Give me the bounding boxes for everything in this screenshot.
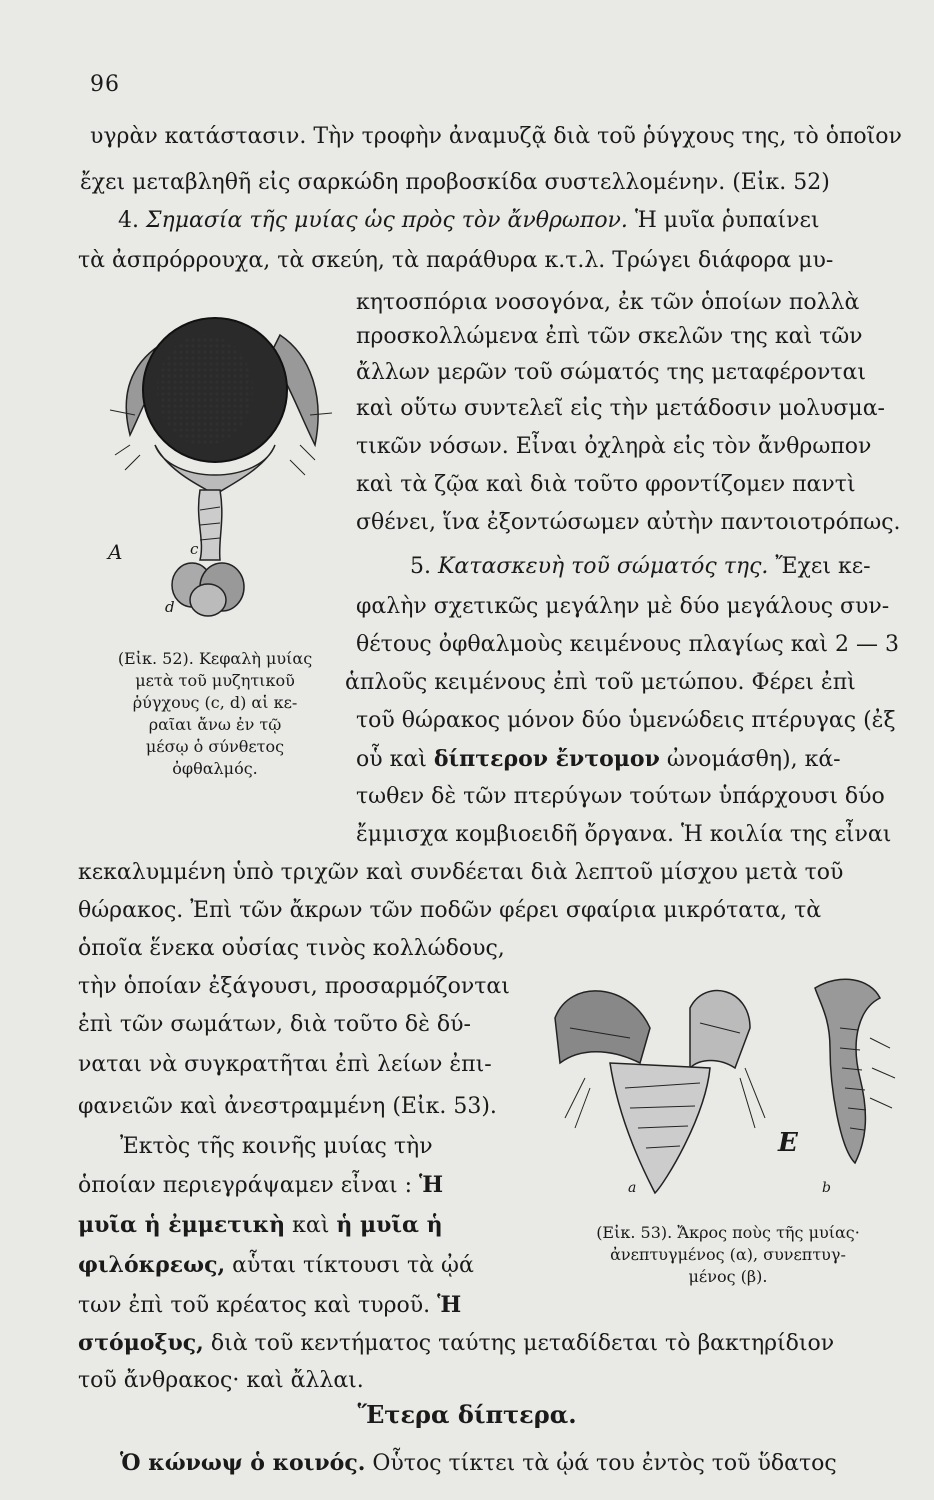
text-line: υγρὰν κατάστασιν. Τὴν τροφὴν ἀναμυζᾷ διὰ τοῦ ῥύγχους της, τὸ ὁποῖον	[90, 124, 902, 149]
text-span: καὶ	[292, 1213, 330, 1238]
bold-term: Ἡ	[419, 1172, 444, 1198]
text-line	[120, 1448, 837, 1479]
subheading: Ἕτερα δίπτερα.	[357, 1400, 577, 1429]
text-line: προσκολλώμενα ἐπὶ τῶν σκελῶν της καὶ τῶν	[356, 324, 863, 349]
caption-line: ραῖαι ἄνω ἐν τῷ	[148, 715, 282, 734]
fig52-label-d: d	[165, 598, 175, 616]
caption-line: μένος (β).	[688, 1267, 768, 1286]
text-line: τικῶν νόσων. Εἶναι ὀχληρὰ εἰς τὸν ἄνθρωπον	[356, 434, 872, 459]
text-line: φανειῶν καὶ ἀνεστραμμένη (Εἰκ. 53).	[78, 1094, 497, 1119]
text-span: των ἐπὶ τοῦ κρέατος καὶ τυροῦ.	[78, 1293, 431, 1318]
text-line: κεκαλυμμένη ὑπὸ τριχῶν καὶ συνδέεται διὰ λεπτοῦ μίσχου μετὰ τοῦ	[78, 860, 844, 885]
text-line: ἄλλων μερῶν τοῦ σώματός της μεταφέρονται	[356, 360, 867, 385]
caption-line: ὀφθαλμός.	[172, 759, 258, 778]
fig53-caption	[548, 1222, 908, 1288]
text-line: καὶ οὕτω συντελεῖ εἰς τὴν μετάδοσιν μολυσμα-	[356, 396, 885, 421]
text-line: θώρακος. Ἐπὶ τῶν ἄκρων τῶν ποδῶν φέρει σφαίρια μικρότατα, τὰ	[78, 898, 822, 923]
page-number: 96	[90, 72, 120, 97]
text-span: ὠνομάσθη), κά-	[666, 747, 841, 772]
bold-term: Ὁ κώνωψ ὁ κοινός.	[120, 1450, 366, 1476]
text-line: ἔχει μεταβληθῆ εἰς σαρκώδη προβοσκίδα συστελλομένην. (Εἰκ. 52)	[80, 170, 830, 195]
caption-line: (Εἰκ. 52). Κεφαλὴ μυίας	[117, 649, 313, 668]
text-line: καὶ τὰ ζῷα καὶ διὰ τοῦτο φροντίζομεν παντὶ	[356, 472, 856, 497]
bold-term: στόμοξυς,	[78, 1330, 204, 1356]
fig53-label-E: E	[778, 1128, 798, 1158]
text-span: Ἡ μυῖα ῥυπαίνει	[634, 208, 820, 233]
fig52-caption	[90, 648, 340, 780]
text-span: Ἔχει κε-	[775, 554, 871, 579]
text-line	[78, 1170, 443, 1201]
text-span: οὗ καὶ	[356, 747, 427, 772]
bold-term: μυῖα ἡ ἐμμετικὴ	[78, 1212, 286, 1238]
text-line: τωθεν δὲ τῶν πτερύγων τούτων ὑπάρχουσι δύο	[356, 784, 885, 809]
bold-term: ἡ μυῖα ἡ	[336, 1212, 443, 1238]
caption-line: ῥύγχους (c, d) αἱ κε-	[132, 693, 298, 712]
fig53-label-b: b	[822, 1180, 831, 1196]
section-title: Σημασία τῆς μυίας ὡς πρὸς τὸν ἄνθρωπον.	[146, 208, 628, 233]
text-span: ὁποίαν περιεγράψαμεν εἶναι :	[78, 1173, 413, 1198]
text-line: τοῦ ἄνθρακος· καὶ ἄλλαι.	[78, 1368, 364, 1393]
fig52-label-A: A	[108, 540, 123, 564]
bold-term: δίπτερον ἔντομον	[433, 746, 660, 772]
text-line: ναται νὰ συγκρατῆται ἐπὶ λείων ἐπι-	[78, 1052, 492, 1077]
text-span: διὰ τοῦ κεντήματος ταύτης μεταδίδεται τὸ βακτηρίδιον	[210, 1331, 835, 1356]
text-line: σθένει, ἵνα ἐξοντώσωμεν αὐτὴν παντοιοτρόπως.	[356, 510, 901, 535]
text-line: φαλὴν σχετικῶς μεγάλην μὲ δύο μεγάλους συν-	[356, 594, 890, 619]
text-line: τὴν ὁποίαν ἐξάγουσι, προσαρμόζονται	[78, 974, 510, 999]
bold-term: Ἡ	[437, 1292, 462, 1318]
fig53-label-a: a	[628, 1180, 637, 1196]
fig52-label-c: c	[190, 540, 199, 558]
text-span: Οὗτος τίκτει τὰ ᾠά του ἐντὸς τοῦ ὕδατος	[372, 1451, 837, 1476]
fig52-fly-head-illustration	[100, 295, 340, 630]
text-line	[78, 1328, 834, 1359]
text-line	[78, 1250, 474, 1281]
caption-line: (Εἰκ. 53). Ἄκρος ποὺς τῆς μυίας·	[596, 1223, 860, 1242]
text-line	[356, 744, 841, 775]
caption-line: μετὰ τοῦ μυζητικοῦ	[135, 671, 295, 690]
caption-line: ἀνεπτυγμένος (α), συνεπτυγ-	[610, 1245, 846, 1264]
fig53-fly-foot-illustration	[540, 968, 910, 1208]
section-5-heading	[410, 552, 871, 582]
text-line: ἐπὶ τῶν σωμάτων, διὰ τοῦτο δὲ δύ-	[78, 1012, 471, 1037]
text-line: θέτους ὀφθαλμοὺς κειμένους πλαγίως καὶ 2 — 3	[356, 632, 899, 657]
text-line: ἔμμισχα κομβιοειδῆ ὄργανα. Ἡ κοιλία της εἶναι	[356, 822, 892, 847]
text-line: ἁπλοῦς κειμένους ἐπὶ τοῦ μετώπου. Φέρει ἐπὶ	[345, 670, 856, 695]
text-span: αὗται τίκτουσι τὰ ᾠά	[232, 1253, 474, 1278]
text-line	[78, 1210, 443, 1241]
section-number: 4.	[118, 208, 139, 233]
section-number: 5.	[410, 554, 431, 579]
text-line: κητοσπόρια νοσογόνα, ἐκ τῶν ὁποίων πολλὰ	[356, 290, 860, 315]
text-line: τοῦ θώρακος μόνον δύο ὑμενώδεις πτέρυγας (ἐξ	[356, 708, 896, 733]
section-4-heading	[118, 206, 820, 236]
section-title: Κατασκευὴ τοῦ σώματός της.	[438, 554, 769, 579]
text-line: Ἐκτὸς τῆς κοινῆς μυίας τὴν	[120, 1134, 433, 1159]
text-line: τὰ ἀσπρόρρουχα, τὰ σκεύη, τὰ παράθυρα κ.τ.λ. Τρώγει διάφορα μυ-	[78, 248, 834, 273]
bold-term: φιλόκρεως,	[78, 1252, 226, 1278]
caption-line: μέσῳ ὁ σύνθετος	[145, 737, 285, 756]
text-line	[78, 1290, 461, 1321]
text-line: ὁποῖα ἕνεκα οὐσίας τινὸς κολλώδους,	[78, 936, 505, 961]
